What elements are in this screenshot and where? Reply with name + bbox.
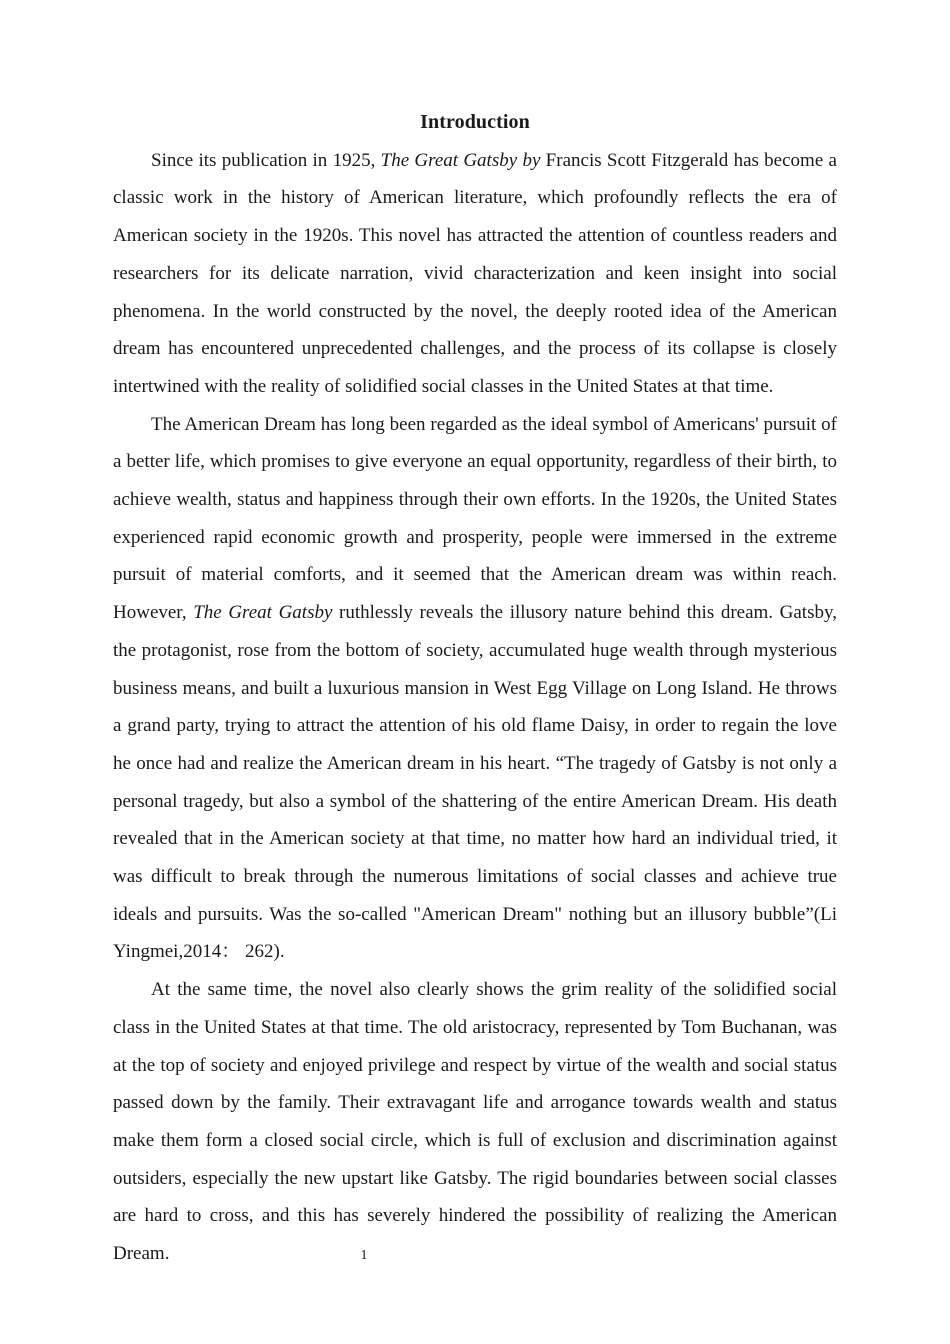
document-body <box>113 104 837 1273</box>
body-paragraph-1: Since its publication in 1925, The Great Gatsby by Francis Scott Fitzgerald has become a classic work in the history of American literature, which profoundly reflects the era of American society in the 1920s. This novel has attracted the attention of countless readers and researchers for its delicate narration, vivid characterization and keen insight into social phenomena. In the world constructed by the novel, the deeply rooted idea of the American dream has encountered unprecedented challenges, and the process of its collapse is closely intertwined with the reality of solidified social classes in the United States at that time. <box>113 149 837 397</box>
page-title: Introduction <box>420 111 530 133</box>
page-number-footer: 1 <box>360 1248 368 1263</box>
italic-title-run: The Great Gatsby by <box>380 149 541 171</box>
italic-title-run: The Great Gatsby <box>193 602 333 624</box>
body-paragraph-3: At the same time, the novel also clearly shows the grim reality of the solidified social class in the United States at that time. The old aristocracy, represented by Tom Buchanan, was at the top of society and enjoyed privilege and respect by virtue of the wealth and social status passed down by the family. Their extravagant life and arrogance towards wealth and status make them form a closed social circle, which is full of exclusion and discrimination against outsiders, especially the new upstart like Gatsby. The rigid boundaries between social classes are hard to cross, and this has severely hindered the possibility of realizing the American Dream. <box>113 979 837 1265</box>
body-paragraph-2: The American Dream has long been regarded as the ideal symbol of Americans' pursuit of a better life, which promises to give everyone an equal opportunity, regardless of their birth, to achieve wealth, status and happiness through their own efforts. In the 1920s, the United States experienced rapid economic growth and prosperity, people were immersed in the extreme pursuit of material comforts, and it seemed that the American dream was within reach. However, The Great Gatsby ruthlessly reveals the illusory nature behind this dream. Gatsby, the protagonist, rose from the bottom of society, accumulated huge wealth through mysterious business means, and built a luxurious mansion in West Egg Village on Long Island. He throws a grand party, trying to attract the attention of his old flame Daisy, in order to regain the love he once had and realize the American dream in his heart. “The tragedy of Gatsby is not only a personal tragedy, but also a symbol of the shattering of the entire American Dream. His death revealed that in the American society at that time, no matter how hard an individual tried, it was difficult to break through the numerous limitations of social classes and achieve true ideals and pursuits. Was the so-called "American Dream" nothing but an illusory bubble”(Li Yingmei,2014： 262). <box>113 413 837 963</box>
